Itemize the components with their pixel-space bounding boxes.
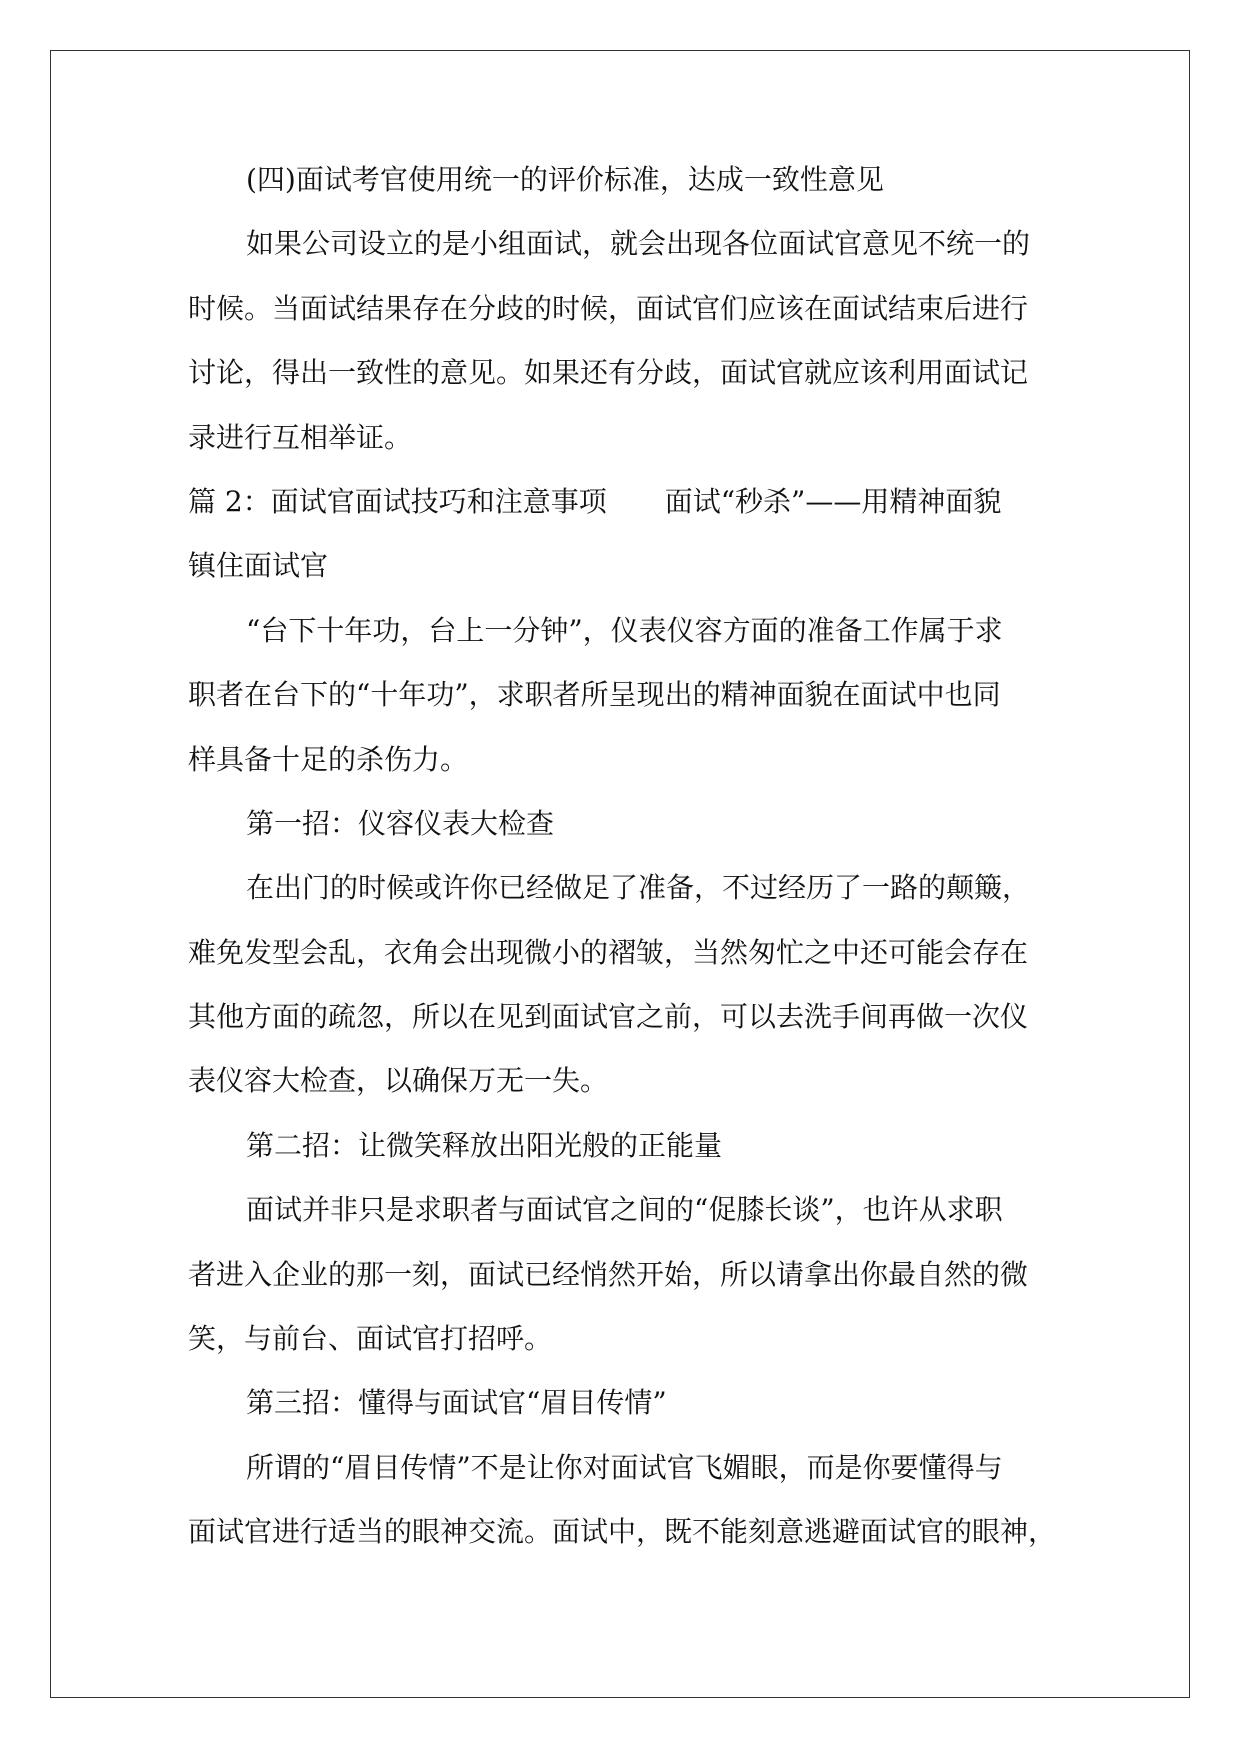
- paragraph-line: 面试并非只是求职者与面试官之间的“促膝长谈”，也许从求职: [246, 1193, 1003, 1227]
- paragraph-line: 笑，与前台、面试官打招呼。: [188, 1322, 553, 1356]
- paragraph-line: 表仪容大检查，以确保万无一失。: [188, 1064, 609, 1098]
- paragraph-line: 如果公司设立的是小组面试，就会出现各位面试官意见不统一的: [246, 227, 1031, 261]
- chapter-title-continued: 镇住面试官: [188, 549, 329, 583]
- chapter-subtitle: 面试“秒杀”——用精神面貌: [664, 484, 1002, 518]
- paragraph-line: 其他方面的疏忽，所以在见到面试官之前，可以去洗手间再做一次仪: [188, 1000, 1029, 1034]
- tip-heading-three: 第三招：懂得与面试官“眉目传情”: [246, 1386, 667, 1420]
- document-body: [188, 148, 1058, 1565]
- paragraph-line: 面试官进行适当的眼神交流。面试中，既不能刻意逃避面试官的眼神，: [188, 1515, 1057, 1549]
- paragraph-line: 在出门的时候或许你已经做足了准备，不过经历了一路的颠簸，: [246, 871, 1031, 905]
- paragraph-line: 者进入企业的那一刻，面试已经悄然开始，所以请拿出你最自然的微: [188, 1257, 1029, 1291]
- chapter-title: 篇 2：面试官面试技巧和注意事项: [188, 484, 607, 518]
- paragraph-line: 讨论，得出一致性的意见。如果还有分歧，面试官就应该利用面试记: [188, 356, 1029, 390]
- paragraph-line: 样具备十足的杀伤力。: [188, 742, 469, 776]
- paragraph-line: 录进行互相举证。: [188, 420, 413, 454]
- tip-heading-one: 第一招：仪容仪表大检查: [246, 806, 555, 840]
- paragraph-line: 所谓的“眉目传情”不是让你对面试官飞媚眼，而是你要懂得与: [246, 1450, 1003, 1484]
- chapter-title-line: [188, 470, 1058, 534]
- paragraph-line: “台下十年功，台上一分钟”，仪表仪容方面的准备工作属于求: [246, 613, 1003, 647]
- paragraph-line: 时候。当面试结果存在分歧的时候，面试官们应该在面试结束后进行: [188, 291, 1029, 325]
- section-heading-four: (四)面试考官使用统一的评价标准，达成一致性意见: [246, 163, 884, 196]
- paragraph-line: 难免发型会乱，衣角会出现微小的褶皱，当然匆忙之中还可能会存在: [188, 935, 1029, 969]
- paragraph-line: 职者在台下的“十年功”，求职者所呈现出的精神面貌在面试中也同: [188, 678, 1001, 712]
- tip-heading-two: 第二招：让微笑释放出阳光般的正能量: [246, 1128, 723, 1162]
